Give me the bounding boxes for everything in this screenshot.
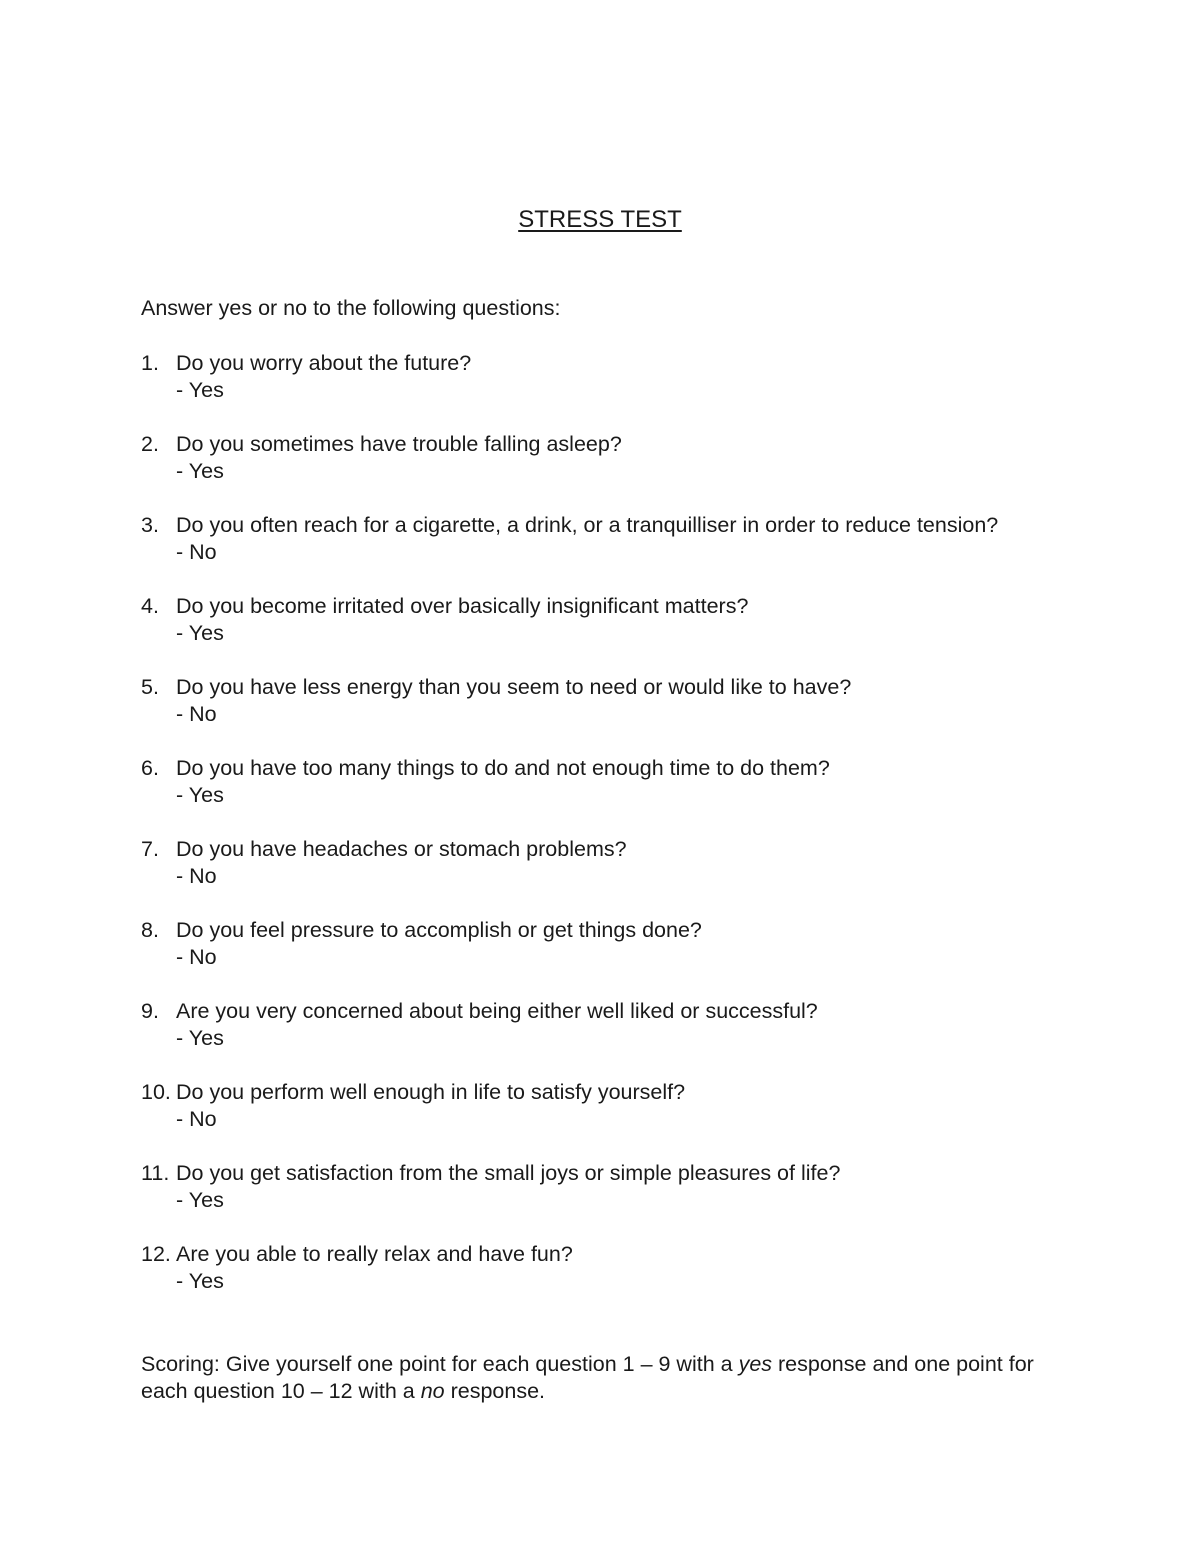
scoring-paragraph [141,1351,1071,1405]
question-number: 1. [141,351,159,375]
question-list [141,350,1101,1322]
question-item [141,755,1101,809]
question-number: 5. [141,675,159,699]
question-number: 10. [141,1080,171,1104]
question-text: Do you sometimes have trouble falling asleep? [176,432,622,456]
question-answer: - Yes [176,621,224,645]
scoring-text: response. [444,1379,546,1403]
scoring-emphasis-yes: yes [738,1352,773,1376]
question-item [141,350,1101,404]
question-item [141,1241,1101,1295]
question-number: 4. [141,594,159,618]
question-answer: - No [176,702,217,726]
question-number: 7. [141,837,159,861]
question-number: 3. [141,513,159,537]
question-answer: - No [176,945,217,969]
question-text: Do you perform well enough in life to satisfy yourself? [176,1080,686,1104]
question-number: 8. [141,918,159,942]
question-text: Do you become irritated over basically insignificant matters? [176,594,749,618]
question-answer: - Yes [176,1269,224,1293]
question-item [141,836,1101,890]
scoring-text: response and one point for each question 10 – 12 with a [141,1352,1034,1403]
question-number: 12. [141,1242,171,1266]
question-item [141,593,1101,647]
question-item [141,998,1101,1052]
question-answer: - Yes [176,378,224,402]
question-number: 9. [141,999,159,1023]
question-item [141,1079,1101,1133]
question-answer: - Yes [176,459,224,483]
question-answer: - Yes [176,783,224,807]
instructions-text: Answer yes or no to the following questions: [141,296,561,320]
question-item [141,1160,1101,1214]
question-number: 6. [141,756,159,780]
question-answer: - Yes [176,1188,224,1212]
question-answer: - Yes [176,1026,224,1050]
page-title: STRESS TEST [518,206,682,233]
question-text: Do you have headaches or stomach problems? [176,837,627,861]
question-text: Do you have less energy than you seem to need or would like to have? [176,675,852,699]
question-answer: - No [176,1107,217,1131]
question-item [141,917,1101,971]
question-text: Do you feel pressure to accomplish or get things done? [176,918,702,942]
question-number: 2. [141,432,159,456]
question-text: Are you able to really relax and have fun? [176,1242,573,1266]
question-text: Are you very concerned about being either well liked or successful? [176,999,818,1023]
question-answer: - No [176,540,217,564]
question-item [141,674,1101,728]
question-item [141,512,1101,566]
question-text: Do you often reach for a cigarette, a drink, or a tranquilliser in order to reduce tension? [176,513,999,537]
question-text: Do you have too many things to do and not enough time to do them? [176,756,830,780]
question-text: Do you get satisfaction from the small joys or simple pleasures of life? [176,1161,841,1185]
question-text: Do you worry about the future? [176,351,472,375]
question-number: 11. [141,1161,170,1185]
question-answer: - No [176,864,217,888]
question-item [141,431,1101,485]
scoring-emphasis-no: no [420,1379,445,1403]
scoring-text: Scoring: Give yourself one point for each question 1 – 9 with a [141,1352,739,1376]
